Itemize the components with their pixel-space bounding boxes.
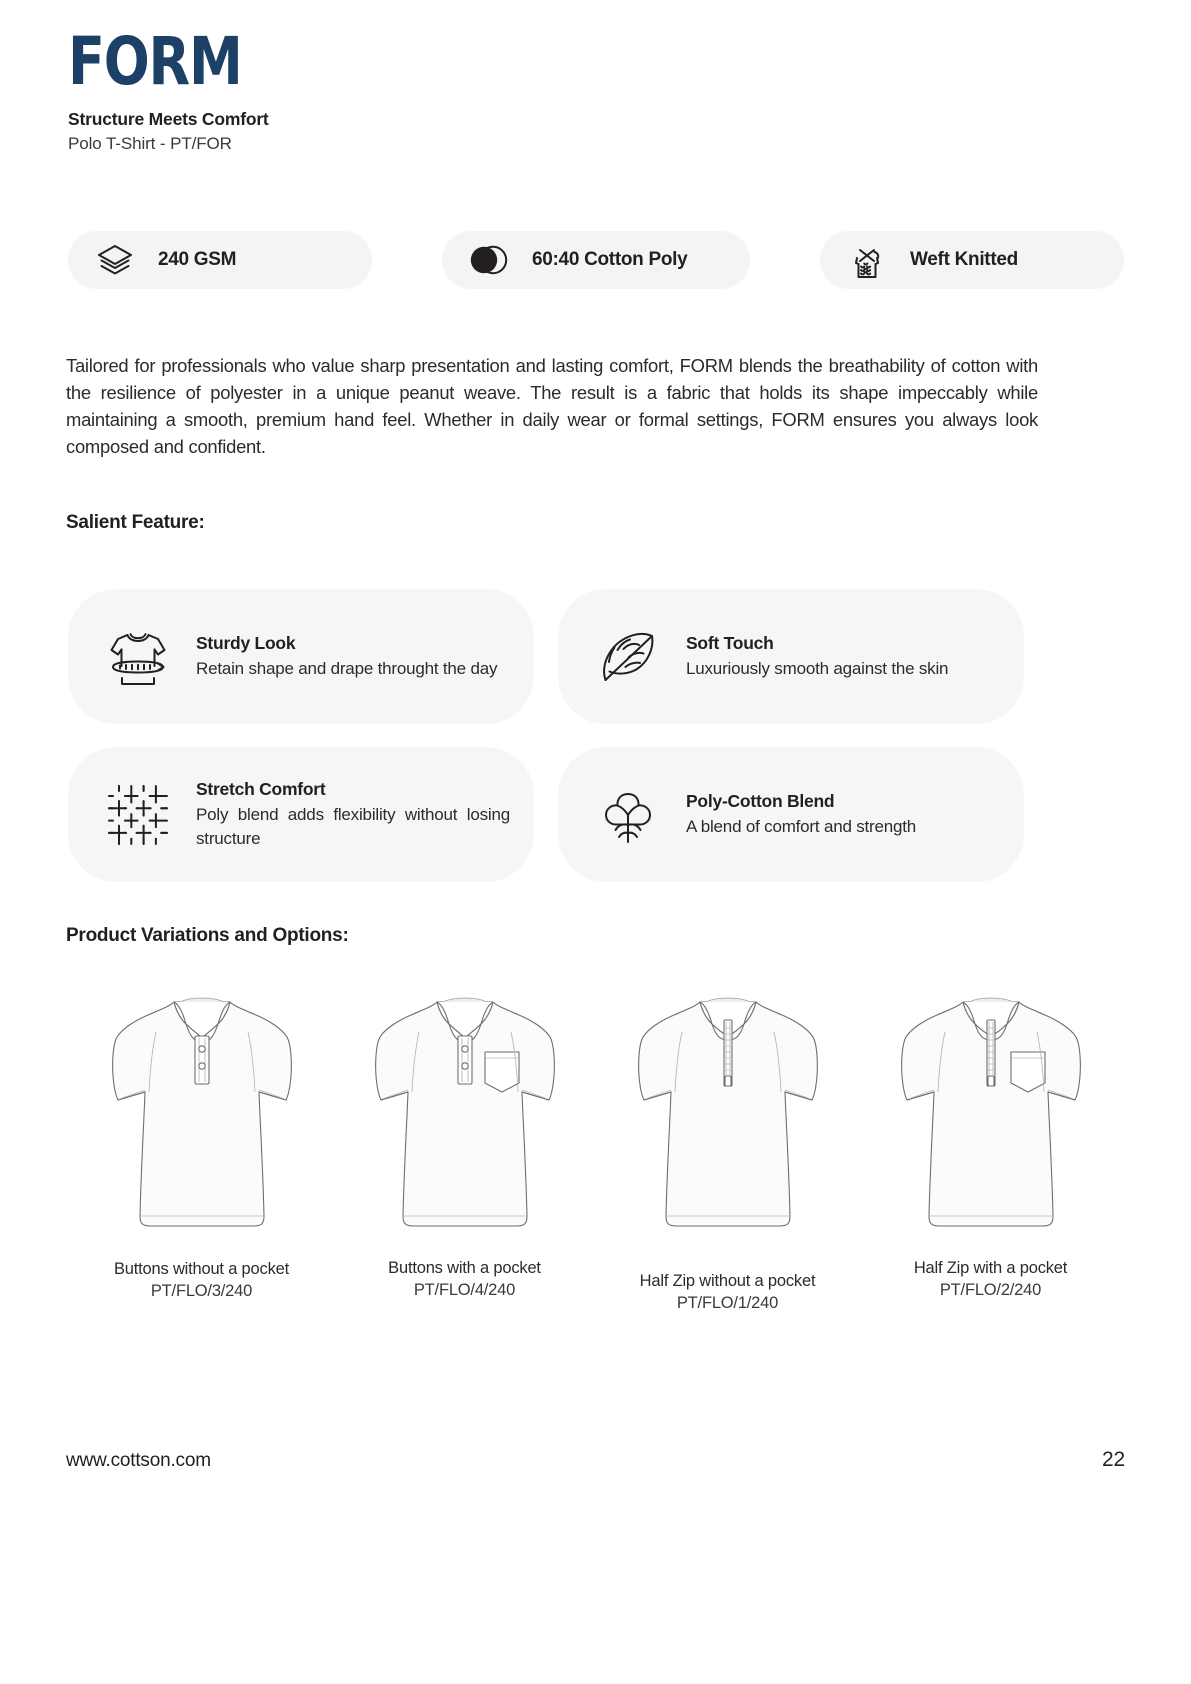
spec-label-knit: Weft Knitted xyxy=(910,249,1018,270)
salient-feature-heading: Salient Feature: xyxy=(66,512,205,533)
feature-title: Stretch Comfort xyxy=(196,778,326,799)
footer-website-url[interactable]: www.cottson.com xyxy=(66,1450,211,1471)
variation-name: Half Zip without a pocket xyxy=(639,1272,816,1290)
feature-desc: Luxuriously smooth against the skin xyxy=(686,658,949,678)
feature-text-soft-touch xyxy=(686,633,1000,681)
variation-item[interactable] xyxy=(859,980,1122,1302)
variation-name: Buttons with a pocket xyxy=(388,1259,541,1277)
variation-item[interactable] xyxy=(333,980,596,1302)
feature-card-grid xyxy=(68,589,1124,882)
polo-buttons-no-pocket-image xyxy=(96,980,308,1248)
feature-desc: Poly blend adds flexibility without losing structure xyxy=(196,804,510,848)
variation-code: PT/FLO/3/240 xyxy=(150,1282,253,1300)
feature-title: Soft Touch xyxy=(686,632,774,653)
weave-icon xyxy=(98,775,178,855)
feature-desc: A blend of comfort and strength xyxy=(686,816,917,836)
feature-text-stretch-comfort xyxy=(196,779,510,851)
page-footer xyxy=(66,1448,1125,1472)
footer-page-number: 22 xyxy=(1102,1448,1125,1471)
spec-label-blend: 60:40 Cotton Poly xyxy=(532,249,688,270)
feature-title: Sturdy Look xyxy=(196,632,296,653)
page-header xyxy=(68,23,280,154)
product-description: Tailored for professionals who value sharp presentation and lasting comfort, FORM blends the breathability of cotton with the resilience of polyester in a unique peanut weave. The result is a fabric that holds its shape impeccably while maintaining a smooth, premium hand feel. Whether in daily wear or formal settings, FORM ensures you always look composed and confident. xyxy=(66,355,1038,457)
spec-pill-blend xyxy=(442,231,750,289)
feature-card-stretch-comfort xyxy=(68,747,534,882)
spec-label-gsm: 240 GSM xyxy=(158,249,237,270)
spec-pill-gsm xyxy=(68,231,372,289)
feature-text-poly-cotton-blend xyxy=(686,791,1000,839)
polo-buttons-with-pocket-image xyxy=(359,980,571,1248)
feature-card-poly-cotton-blend xyxy=(558,747,1024,882)
product-variations-heading: Product Variations and Options: xyxy=(66,925,349,946)
variation-code: PT/FLO/1/240 xyxy=(676,1294,779,1312)
feature-title: Poly-Cotton Blend xyxy=(686,790,835,811)
variation-item[interactable] xyxy=(70,980,333,1302)
feature-desc: Retain shape and drape throught the day xyxy=(196,658,498,678)
feather-icon xyxy=(588,617,668,697)
brand-tagline: Structure Meets Comfort xyxy=(68,108,269,129)
knitting-icon xyxy=(846,239,888,281)
product-subtitle: Polo T-Shirt - PT/FOR xyxy=(68,133,232,153)
layers-icon xyxy=(94,239,136,281)
variation-code: PT/FLO/2/240 xyxy=(939,1281,1042,1299)
blend-circles-icon xyxy=(468,239,510,281)
cotton-boll-icon xyxy=(588,775,668,855)
product-variations-grid xyxy=(70,980,1122,1312)
variation-name: Buttons without a pocket xyxy=(114,1260,289,1278)
brand-logo: FORM xyxy=(68,23,242,100)
feature-card-sturdy-look xyxy=(68,589,534,724)
spec-pill-knit xyxy=(820,231,1124,289)
feature-card-soft-touch xyxy=(558,589,1024,724)
variation-item[interactable] xyxy=(596,980,859,1312)
tshirt-tape-icon xyxy=(98,617,178,697)
spec-pill-row xyxy=(68,231,1124,289)
variation-code: PT/FLO/4/240 xyxy=(413,1281,516,1299)
feature-text-sturdy-look xyxy=(196,633,510,681)
variation-name: Half Zip with a pocket xyxy=(913,1259,1068,1277)
polo-halfzip-no-pocket-image xyxy=(622,980,834,1248)
polo-halfzip-with-pocket-image xyxy=(885,980,1097,1248)
